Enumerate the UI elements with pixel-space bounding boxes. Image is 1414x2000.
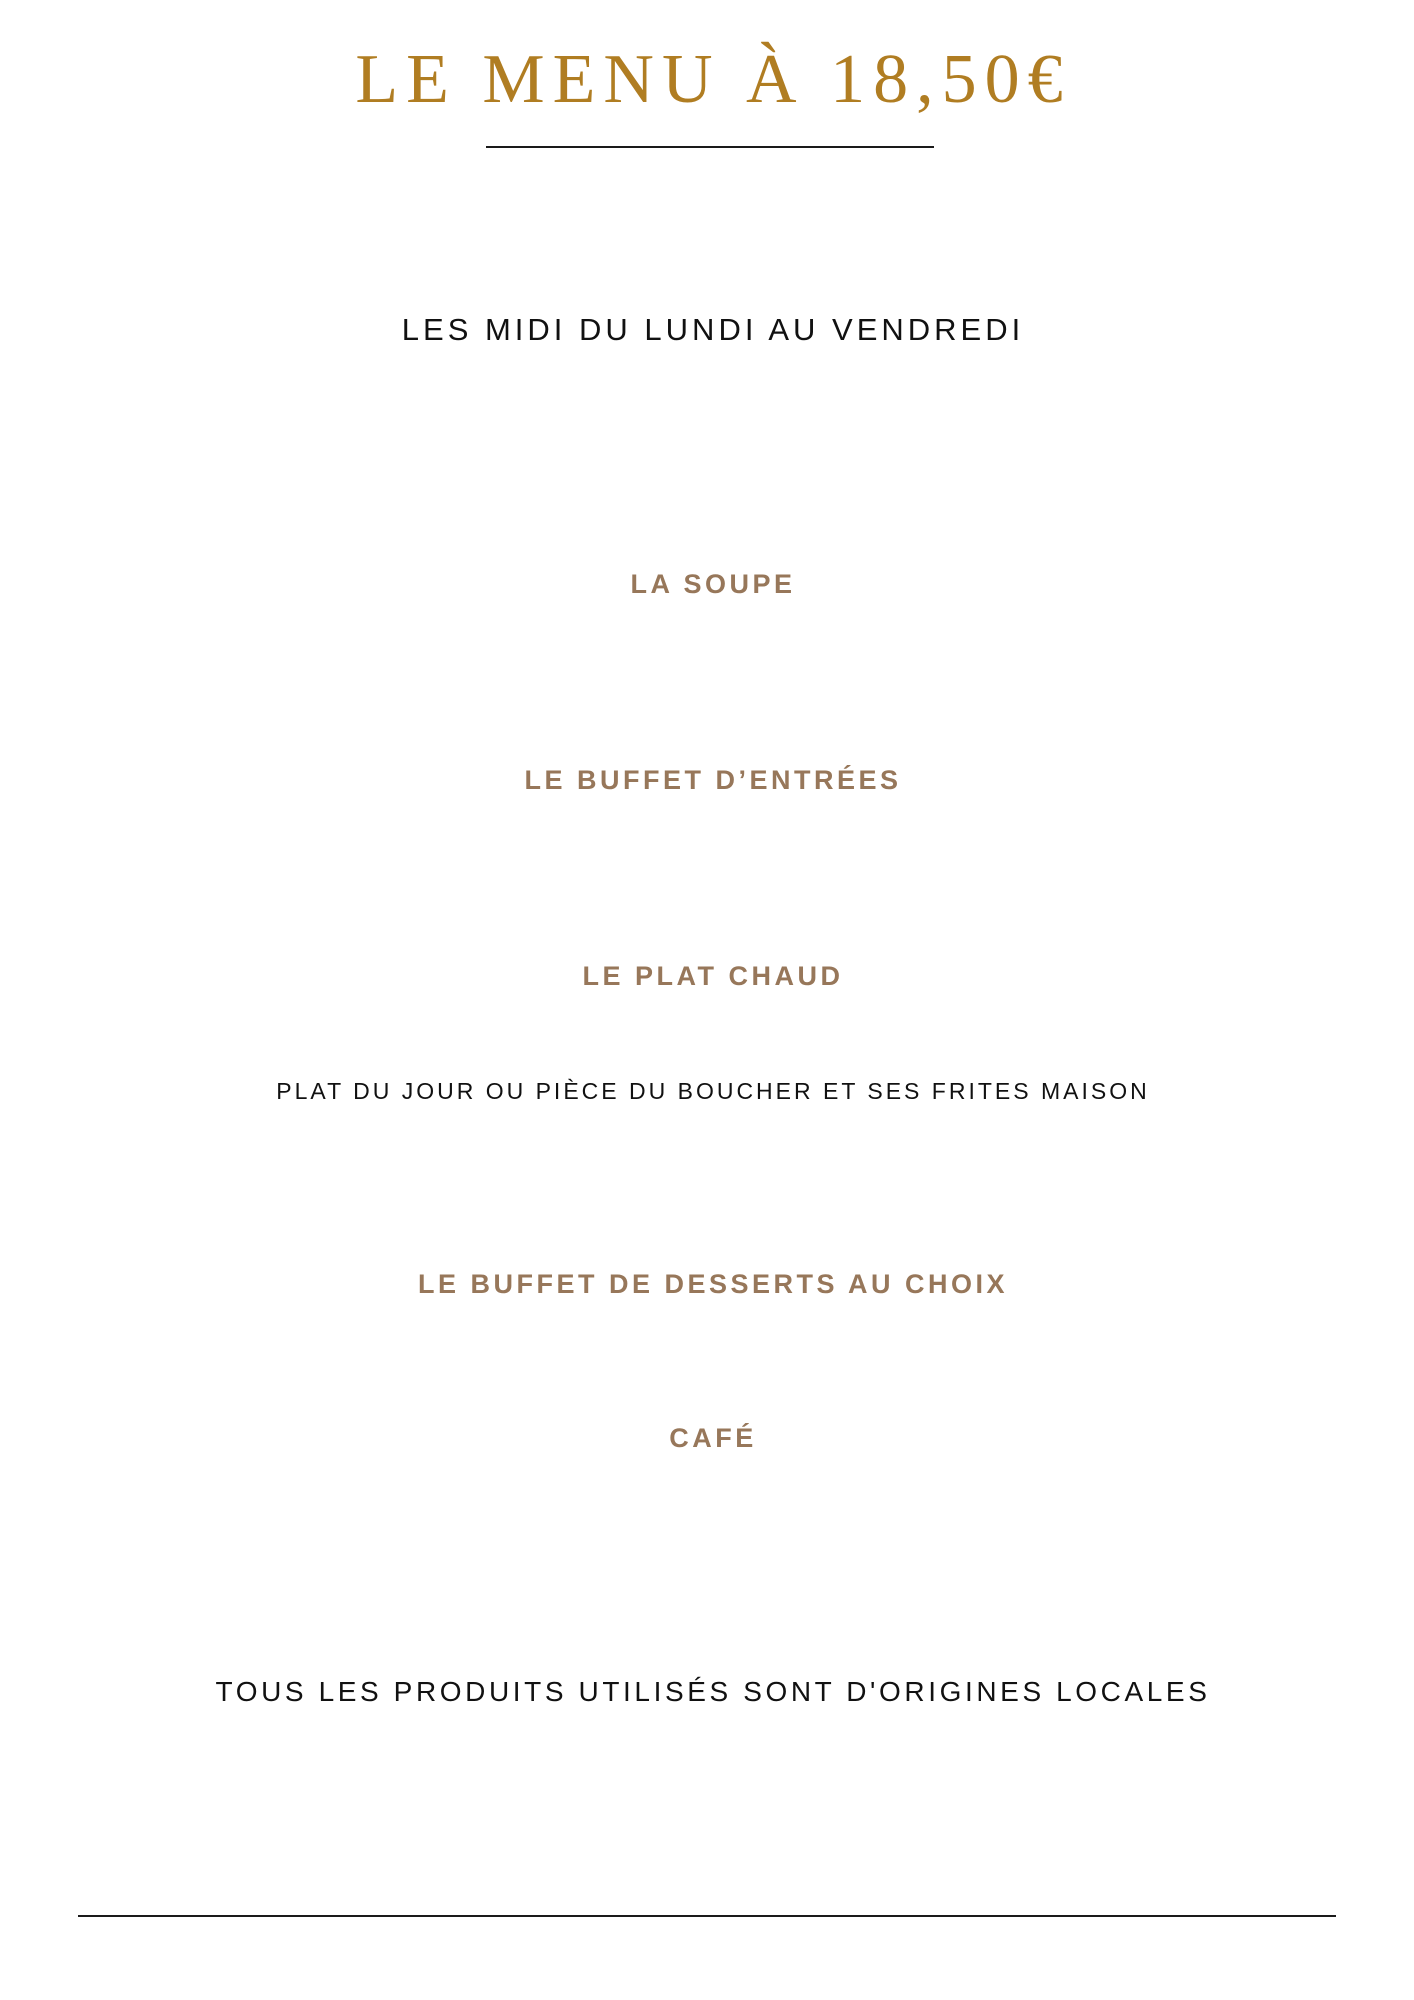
menu-title: LE MENU À 18,50€ — [355, 41, 1071, 118]
main-course-description: PLAT DU JOUR OU PIÈCE DU BOUCHER ET SES FRITES MAISON — [276, 1078, 1150, 1104]
footer-note: TOUS LES PRODUITS UTILISÉS SONT D'ORIGINES LOCALES — [215, 1676, 1211, 1707]
section-title-desserts-buffet: LE BUFFET DE DESSERTS AU CHOIX — [417, 1269, 1009, 1299]
menu-subtitle: LES MIDI DU LUNDI AU VENDREDI — [401, 312, 1025, 347]
section-title-coffee: CAFÉ — [669, 1423, 757, 1453]
section-title-starters-buffet: LE BUFFET D’ENTRÉES — [524, 765, 902, 795]
section-title-soup: LA SOUPE — [630, 569, 796, 599]
section-title-main-course: LE PLAT CHAUD — [582, 961, 844, 991]
footer-divider — [78, 1915, 1336, 1917]
title-divider — [486, 146, 934, 148]
